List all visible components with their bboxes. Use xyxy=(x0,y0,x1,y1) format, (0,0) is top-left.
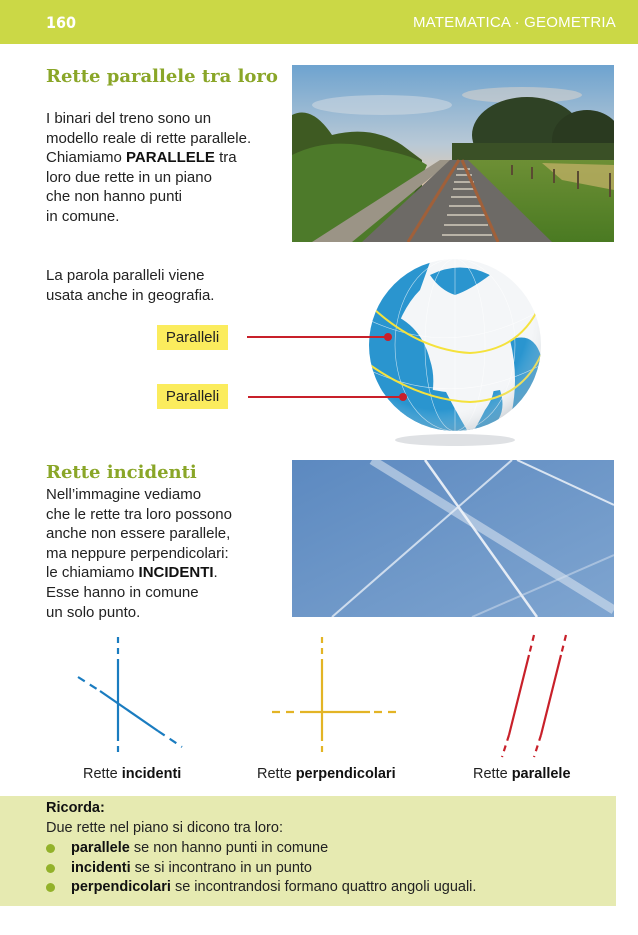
parallel-pointer-line-2 xyxy=(248,396,403,398)
text-bold: incidenti xyxy=(121,766,182,782)
remember-list xyxy=(46,839,476,898)
keyword-incidenti: INCIDENTI xyxy=(138,564,214,582)
text-line: loro due rette in un piano xyxy=(46,168,212,186)
remember-box xyxy=(0,796,616,906)
text-line: ma neppure perpendicolari: xyxy=(46,544,229,562)
text-line: modello reale di rette parallele. xyxy=(46,129,252,147)
remember-intro: Due rette nel piano si dicono tra loro: xyxy=(46,820,283,836)
term: parallele xyxy=(71,840,130,856)
text: Rette xyxy=(83,766,122,782)
text-line: La parola paralleli viene xyxy=(46,267,205,284)
caption-parallel xyxy=(473,766,571,782)
text-line: un solo punto. xyxy=(46,603,141,621)
section-title-parallel: Rette parallele tra loro xyxy=(46,66,278,87)
parallel-pointer-line-1 xyxy=(247,336,388,338)
definition: se non hanno punti in comune xyxy=(129,840,329,856)
running-head: MATEMATICA · GEOMETRIA xyxy=(412,14,616,31)
text-line: che non hanno punti xyxy=(46,188,182,206)
text: Rette xyxy=(473,766,512,782)
text-line xyxy=(46,563,232,583)
text-line: usata anche in geografia. xyxy=(46,286,215,304)
incident-paragraph xyxy=(46,485,232,622)
incident-lines-icon xyxy=(78,637,182,756)
text: le chiamiamo xyxy=(46,564,139,582)
keyword-parallele: PARALLELE xyxy=(126,149,215,167)
text: tra xyxy=(214,149,237,167)
geography-paragraph xyxy=(46,266,214,305)
sky-contrails-photo xyxy=(292,460,614,617)
caption-incident xyxy=(83,766,181,782)
text: Rette xyxy=(257,766,296,782)
list-item xyxy=(46,859,476,879)
parallel-lines-icon xyxy=(502,635,566,757)
text-line: che le rette tra loro possono xyxy=(46,505,232,523)
parallel-paragraph xyxy=(46,109,251,227)
text-bold: parallele xyxy=(511,766,571,782)
bullet-icon xyxy=(46,844,55,853)
text: . xyxy=(213,564,218,582)
text-bold: perpendicolari xyxy=(295,766,396,782)
perpendicular-lines-icon xyxy=(272,637,398,756)
term: incidenti xyxy=(71,859,131,876)
list-item xyxy=(46,878,476,898)
bullet-icon xyxy=(46,883,55,892)
section-title-incident: Rette incidenti xyxy=(46,462,197,483)
bullet-icon xyxy=(46,864,55,873)
parallel-label-2: Paralleli xyxy=(157,384,228,409)
text-line: in comune. xyxy=(46,207,120,225)
text-line: Esse hanno in comune xyxy=(46,583,199,601)
text-line: anche non essere parallele, xyxy=(46,525,231,543)
definition: se incontrandosi formano quattro angoli uguali. xyxy=(170,879,477,895)
text-line: Nell’immagine vediamo xyxy=(46,486,202,503)
page-number: 160 xyxy=(46,13,77,32)
list-item xyxy=(46,839,476,859)
page-header xyxy=(0,0,638,44)
term: perpendicolari xyxy=(71,879,171,895)
text-line: I binari del treno sono un xyxy=(46,110,212,127)
text: Chiamiamo xyxy=(46,149,127,167)
railway-tracks-photo xyxy=(292,65,614,242)
text-line xyxy=(46,148,251,168)
remember-title: Ricorda: xyxy=(46,800,105,816)
globe-illustration xyxy=(360,250,560,450)
caption-perpendicular xyxy=(257,766,396,782)
line-types-diagram xyxy=(0,625,638,765)
parallel-label-1: Paralleli xyxy=(157,325,228,350)
definition: se si incontrano in un punto xyxy=(130,859,312,876)
